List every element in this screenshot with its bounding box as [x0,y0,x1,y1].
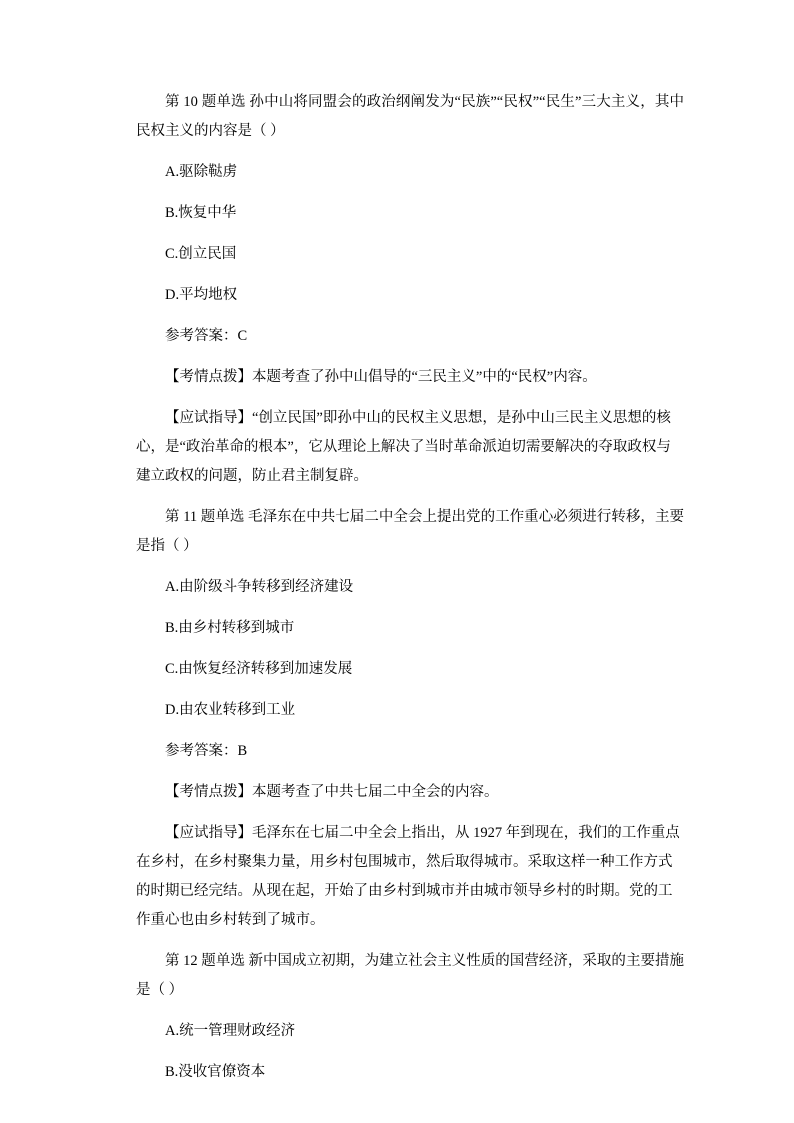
option-10-c: C.创立民国 [165,246,237,262]
question-stem-12: 第 12 题单选 新中国成立初期，为建立社会主义性质的国营经济，采取的主要措施是（ ） [136,953,684,998]
option-10-a: A.驱除鞑虏 [165,164,238,180]
exam-tip-11: 【考情点拨】本题考查了中共七届二中全会的内容。 [165,784,499,800]
option-10-d: D.平均地权 [165,287,238,303]
option-11-d: D.由农业转移到工业 [165,702,296,718]
option-10-b: B.恢复中华 [165,205,237,221]
question-stem-10: 第 10 题单选 孙中山将同盟会的政治纲阐发为“民族”“民权”“民生”三大主义，其中民权主义的内容是（ ） [136,94,684,139]
option-11-a: A.由阶级斗争转移到经济建设 [165,579,354,595]
option-11-c: C.由恢复经济转移到加速发展 [165,661,353,677]
reference-answer-11: 参考答案：B [165,743,248,759]
question-stem-11: 第 11 题单选 毛泽东在中共七届二中全会上提出党的工作重心必须进行转移，主要是指（ ） [136,509,684,554]
option-12-a: A.统一管理财政经济 [165,1023,296,1039]
exam-guidance-11: 【应试指导】毛泽东在七届二中全会上指出，从 1927 年到现在，我们的工作重点在乡村，在乡村聚集力量，用乡村包围城市，然后取得城市。采取这样一种工作方式的时期已经完结。从现在起，开始了由乡村到城市并由城市领导乡村的时期。党的工作重心也由乡村转到了城市。 [136,825,680,928]
option-12-b: B.没收官僚资本 [165,1064,266,1080]
reference-answer-10: 参考答案：C [165,328,248,344]
exam-tip-10: 【考情点拨】本题考查了孙中山倡导的“三民主义”中的“民权”内容。 [165,369,597,385]
option-11-b: B.由乡村转移到城市 [165,620,295,636]
exam-guidance-10: 【应试指导】“创立民国”即孙中山的民权主义思想，是孙中山三民主义思想的核心，是“政治革命的根本”，它从理论上解决了当时革命派迫切需要解决的夺取政权与建立政权的问题，防止君主制复辟。 [136,410,671,484]
